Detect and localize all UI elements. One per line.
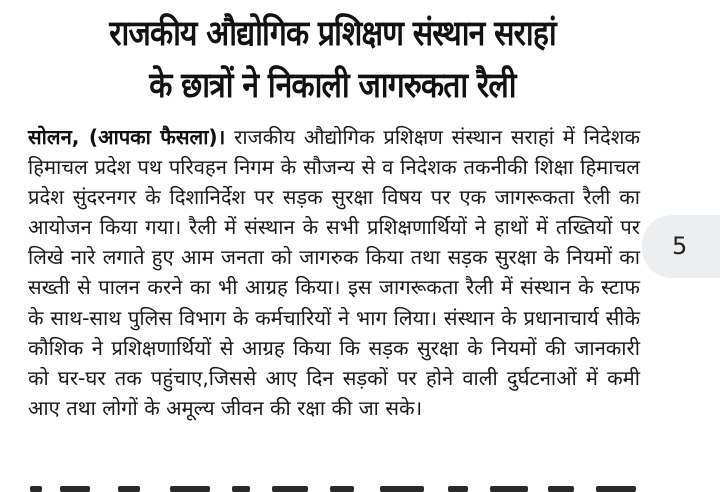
article-text: राजकीय औद्योगिक प्रशिक्षण संस्थान सराहां में निदेशक हिमाचल प्रदेश पथ परिवहन निगम के सौजन्य से व निदेशक तकनीकी शिक्षा हिमाचल प्रदेश सुंदरनगर के दिशानिर्देश पर सड़क सुरक्षा विषय पर एक जागरूकता रैली का आयोजन किया गया। रैली में संस्थान के सभी प्रशिक्षणार्थियों ने हाथों में तख्तियों पर लिखे नारे लगाते हुए आम जनता को जागरुक किया तथा सड़क सुरक्षा के नियमों का सख्ती से पालन करने का भी आग्रह किया। इस जागरूकता रैली में संस्थान के स्टाफ के साथ-साथ पुलिस विभाग के कर्मचारियों ने भाग लिया। संस्थान के प्रधानाचार्य सीके कौशिक ने प्रशिक्षणार्थियों से आग्रह किया कि सड़क सुरक्षा के नियमों की जानकारी को घर-घर तक पहुंचाए,जिससे आए दिन सड़कों पर होने वाली दुर्घटनाओं में कमी आए तथा लोगों के अमूल्य जीवन की रक्षा की जा सके। — [28, 125, 641, 420]
dateline: सोलन, (आपका फैसला)। — [28, 125, 226, 149]
page-number: 5 — [672, 232, 688, 260]
headline-line-1: राजकीय औद्योगिक प्रशिक्षण संस्थान सराहां — [109, 14, 556, 54]
headline — [0, 8, 665, 112]
cut-off-next-line — [0, 486, 660, 492]
article-body — [28, 122, 640, 423]
headline-line-2: के छात्रों ने निकाली जागरुकता रैली — [149, 66, 516, 106]
